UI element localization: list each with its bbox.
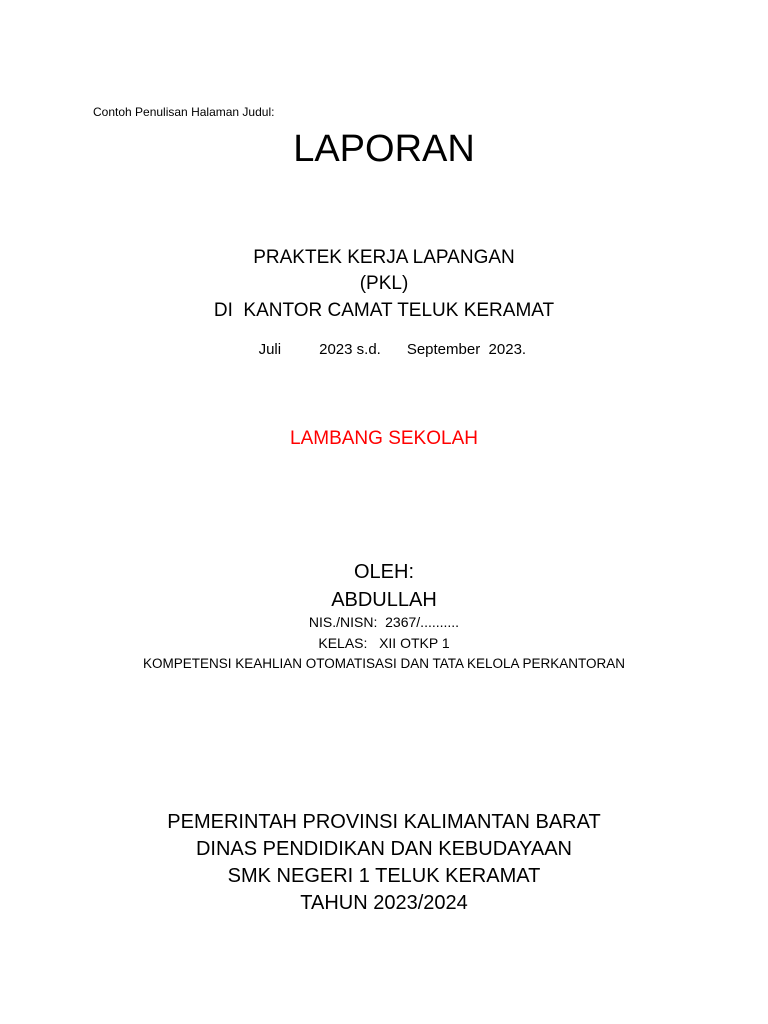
report-subtitle-3: DI KANTOR CAMAT TELUK KERAMAT	[213, 300, 555, 321]
period-end: September 2023.	[406, 341, 527, 358]
institution-line-2: DINAS PENDIDIKAN DAN KEBUDAYAAN	[195, 838, 572, 860]
author-name: ABDULLAH	[331, 589, 437, 611]
example-note: Contoh Penulisan Halaman Judul:	[93, 105, 275, 119]
author-competency: KOMPETENSI KEAHLIAN OTOMATISASI DAN TATA KELOLA PERKANTORAN	[142, 656, 626, 671]
author-by-label: OLEH:	[353, 561, 415, 583]
report-subtitle-1: PRAKTEK KERJA LAPANGAN	[253, 247, 515, 268]
institution-line-3: SMK NEGERI 1 TELUK KERAMAT	[227, 865, 541, 887]
institution-line-4: TAHUN 2023/2024	[300, 892, 468, 914]
report-title: LAPORAN	[293, 128, 475, 170]
school-emblem-placeholder: LAMBANG SEKOLAH	[290, 428, 478, 449]
report-period	[0, 327, 768, 372]
institution-line-1: PEMERINTAH PROVINSI KALIMANTAN BARAT	[167, 811, 601, 833]
author-nis: NIS./NISN: 2367/..........	[308, 614, 460, 630]
period-start-year: 2023 s.d.	[319, 341, 381, 358]
report-subtitle-2: (PKL)	[359, 273, 409, 294]
period-start-month: Juli	[258, 341, 282, 358]
author-class: KELAS: XII OTKP 1	[318, 635, 450, 651]
